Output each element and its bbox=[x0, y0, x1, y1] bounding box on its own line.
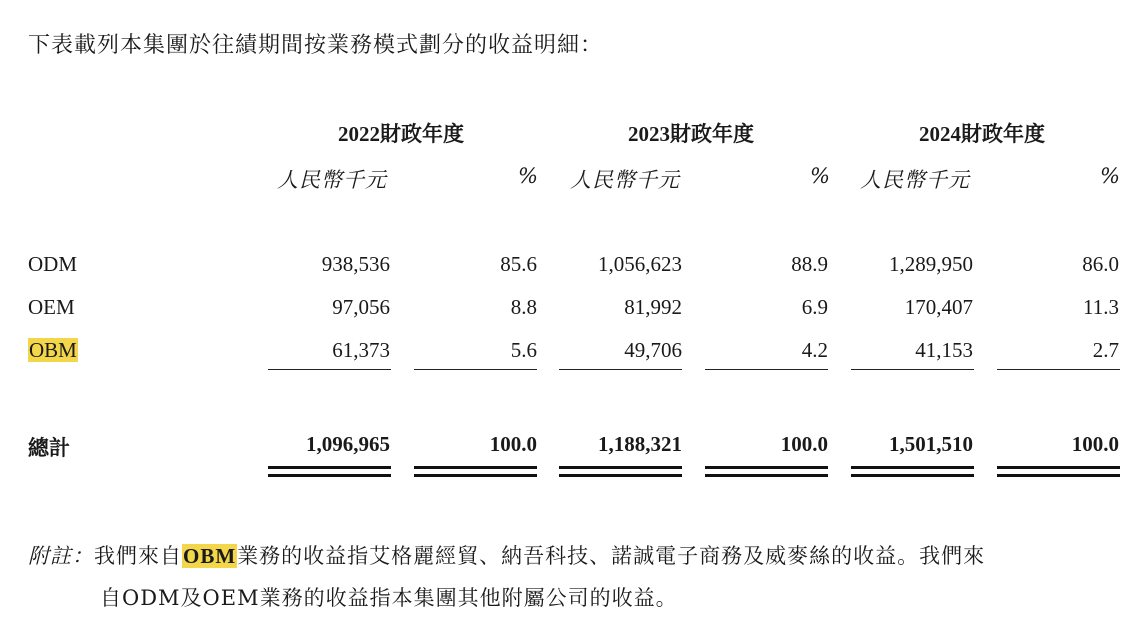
footnote-text: 業務的收益指艾格麗經貿、納吾科技、諾誠電子商務及威麥絲的收益。我們來 bbox=[237, 544, 986, 568]
pct-label-2022: % bbox=[518, 164, 539, 188]
obm-highlight: OBM bbox=[29, 338, 77, 362]
table-cell: 85.6 bbox=[500, 252, 537, 276]
year-header-2024: 2024財政年度 bbox=[919, 122, 1045, 146]
total-cell: 100.0 bbox=[780, 432, 828, 456]
row-label-obm bbox=[28, 338, 78, 363]
pct-label-2024: % bbox=[1100, 164, 1121, 188]
table-cell: 11.3 bbox=[1083, 295, 1119, 319]
footnote-prefix: 附註： bbox=[28, 544, 94, 568]
total-double-rule bbox=[559, 466, 682, 477]
total-double-rule bbox=[414, 466, 537, 477]
total-double-rule bbox=[705, 466, 828, 477]
table-cell: 6.9 bbox=[801, 295, 828, 319]
total-double-rule bbox=[268, 466, 391, 477]
table-cell: 97,056 bbox=[332, 295, 390, 319]
total-double-rule bbox=[851, 466, 974, 477]
table-cell: 61,373 bbox=[332, 338, 390, 362]
table-cell: 88.9 bbox=[791, 252, 828, 276]
subtotal-rule bbox=[851, 369, 974, 370]
subtotal-rule bbox=[997, 369, 1120, 370]
subtotal-rule bbox=[559, 369, 682, 370]
total-double-rule bbox=[997, 466, 1120, 477]
row-label-oem: OEM bbox=[28, 295, 75, 319]
footnote-line-2: 自ODM及OEM業務的收益指本集團其他附屬公司的收益。 bbox=[100, 586, 678, 610]
table-cell: 170,407 bbox=[904, 295, 973, 319]
subtotal-rule bbox=[268, 369, 391, 370]
intro-text: 下表載列本集團於往績期間按業務模式劃分的收益明細： bbox=[28, 33, 604, 58]
total-cell: 100.0 bbox=[489, 432, 537, 456]
unit-label-2022: 人民幣千元 bbox=[277, 168, 387, 192]
subtotal-rule bbox=[414, 369, 537, 370]
subtotal-rule bbox=[705, 369, 828, 370]
footnote-line-1 bbox=[28, 540, 985, 570]
footnote-text: 我們來自 bbox=[94, 544, 182, 568]
table-cell: 49,706 bbox=[624, 338, 682, 362]
table-cell: 1,056,623 bbox=[598, 252, 682, 276]
table-cell: 86.0 bbox=[1082, 252, 1119, 276]
total-cell: 1,096,965 bbox=[306, 432, 390, 456]
table-cell: 2.7 bbox=[1092, 338, 1119, 362]
table-cell: 8.8 bbox=[510, 295, 537, 319]
row-label-odm: ODM bbox=[28, 252, 78, 276]
table-cell: 4.2 bbox=[801, 338, 828, 362]
total-cell: 1,188,321 bbox=[598, 432, 682, 456]
table-cell: 1,289,950 bbox=[889, 252, 973, 276]
footnote-obm-highlight: OBM bbox=[183, 544, 237, 568]
table-cell: 938,536 bbox=[321, 252, 390, 276]
unit-label-2024: 人民幣千元 bbox=[860, 168, 970, 192]
total-cell: 1,501,510 bbox=[889, 432, 973, 456]
unit-label-2023: 人民幣千元 bbox=[570, 168, 680, 192]
table-cell: 5.6 bbox=[510, 338, 537, 362]
table-cell: 81,992 bbox=[624, 295, 682, 319]
year-header-2023: 2023財政年度 bbox=[628, 122, 754, 146]
table-cell: 41,153 bbox=[915, 338, 973, 362]
total-cell: 100.0 bbox=[1071, 432, 1119, 456]
pct-label-2023: % bbox=[810, 164, 831, 188]
total-label: 總計 bbox=[28, 436, 70, 460]
year-header-2022: 2022財政年度 bbox=[338, 122, 464, 146]
